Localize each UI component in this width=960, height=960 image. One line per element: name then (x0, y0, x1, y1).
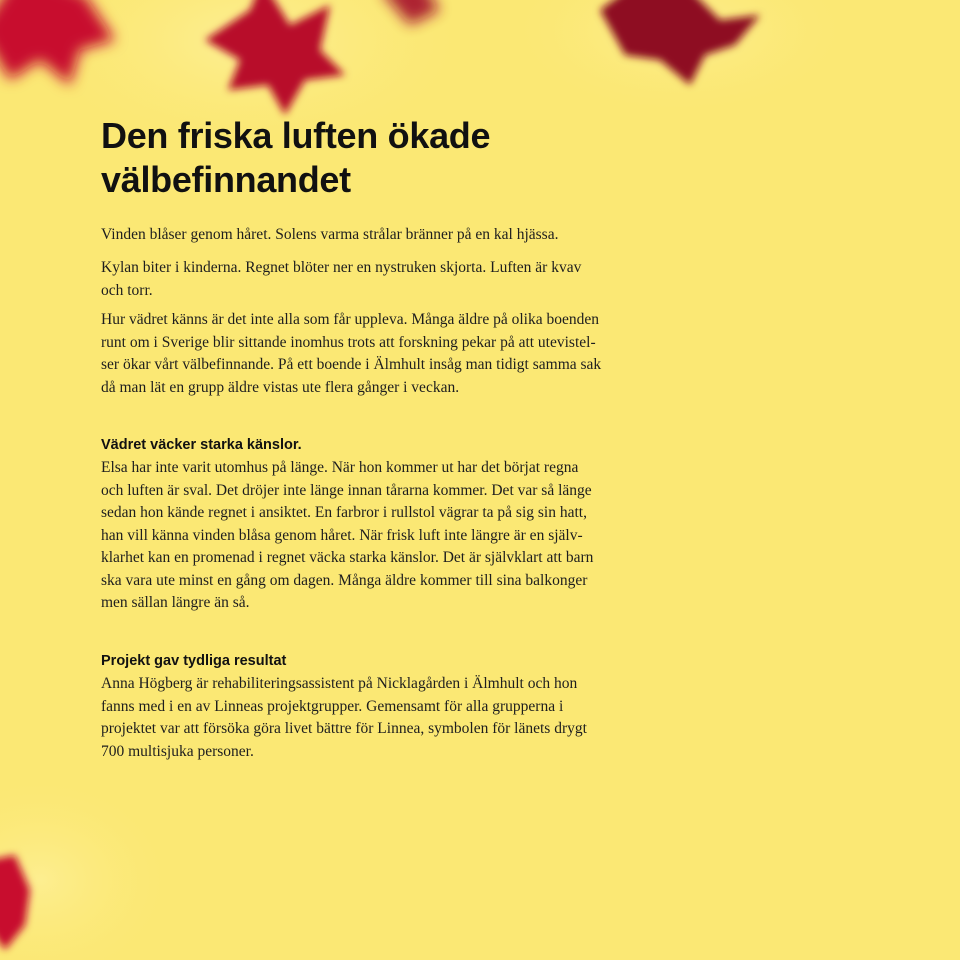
intro-paragraph (101, 257, 581, 302)
paragraph-line: Anna Högberg är rehabiliteringsassistent på Nicklagården i Älmhult och hon (101, 675, 578, 692)
paragraph-line: då man lät en grupp äldre vistas ute flera gånger i veckan. (101, 378, 460, 396)
paragraph-line: 700 multisjuka personer. (101, 742, 254, 760)
section-heading: Projekt gav tydliga resultat (101, 653, 287, 669)
paragraph-line: ska vara ute minst en gång om dagen. Många äldre kommer till sina balkonger (101, 571, 588, 589)
paragraph-line: Elsa har inte varit utomhus på länge. När hon kommer ut har det börjat regna (101, 459, 579, 476)
title-line: Den friska luften ökade (101, 115, 491, 156)
paragraph-line: fanns med i en av Linneas projektgrupper. Gemensamt för alla grupperna i (101, 697, 564, 715)
paragraph-line: Hur vädret känns är det inte alla som får uppleva. Många äldre på olika boenden (101, 311, 599, 328)
title-line: välbefinnandet (101, 159, 351, 200)
body-paragraph (101, 673, 587, 763)
intro-line: och torr. (101, 281, 153, 299)
intro-line: Vinden blåser genom håret. Solens varma strålar bränner på en kal hjässa. (101, 226, 559, 243)
intro-line: Kylan biter i kinderna. Regnet blöter ner en nystruken skjorta. Luften är kvav (101, 259, 582, 276)
body-paragraph (101, 309, 601, 399)
paragraph-line: sedan hon kände regnet i ansiktet. En farbror i rullstol vägrar ta på sig sin hatt, (101, 504, 587, 521)
paragraph-line: och luften är sval. Det dröjer inte länge innan tårarna kommer. Det var så länge (101, 481, 592, 499)
article-title (101, 114, 490, 202)
paragraph-line: men sällan längre än så. (101, 594, 250, 611)
paragraph-line: projektet var att försöka göra livet bättre för Linnea, symbolen för länets drygt (101, 720, 587, 737)
paragraph-line: ser ökar vårt välbefinnande. På ett boende i Älmhult insåg man tidigt samma sak (101, 356, 602, 373)
body-paragraph (101, 457, 593, 615)
paragraph-line: runt om i Sverige blir sittande inomhus trots att forskning pekar på att utevistel- (101, 333, 596, 351)
paragraph-line: klarhet kan en promenad i regnet väcka starka känslor. Det är självklart att barn (101, 549, 594, 566)
section-heading: Vädret väcker starka känslor. (101, 437, 302, 453)
paragraph-line: han vill känna vinden blåsa genom håret. När frisk luft inte längre är en själv- (101, 526, 583, 544)
